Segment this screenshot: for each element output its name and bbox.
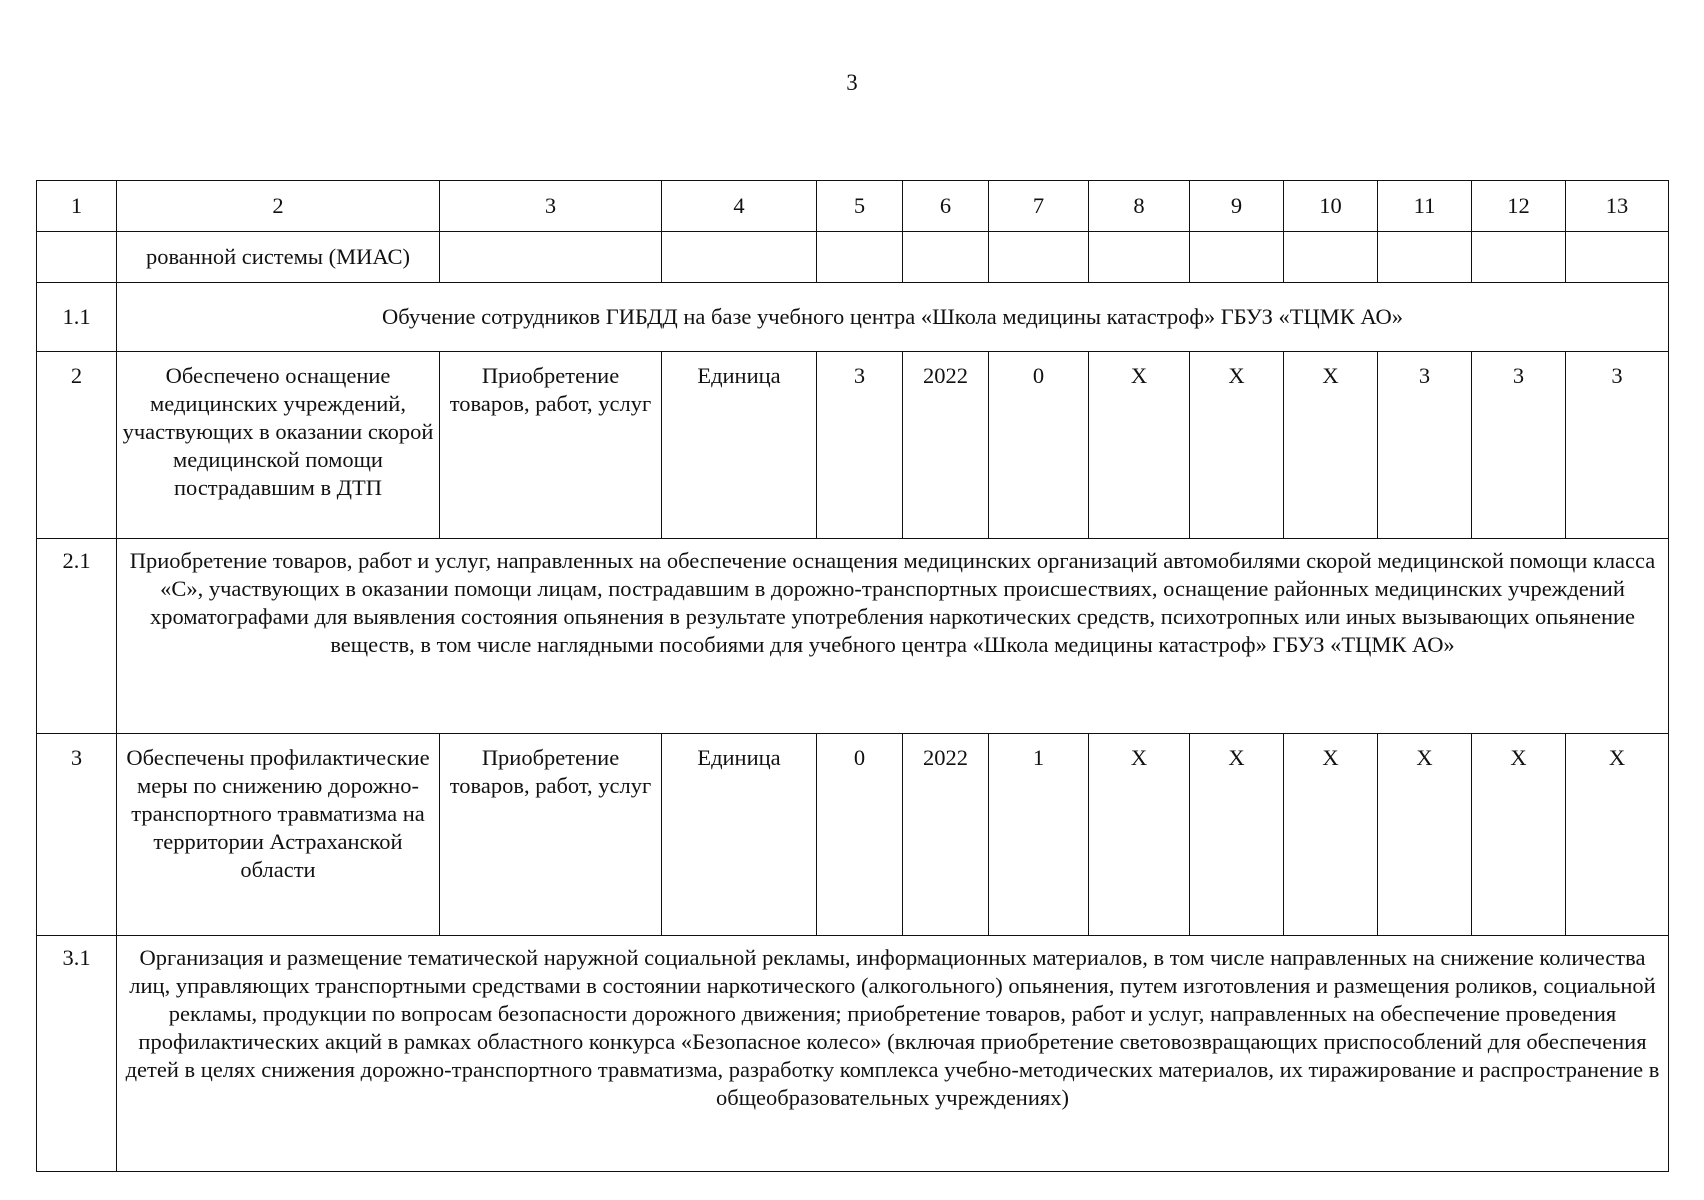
table-cell: 2022 (903, 352, 989, 539)
table-cell: рованной системы (МИАС) (117, 232, 440, 283)
table-cell (1378, 232, 1472, 283)
table-cell: Х (1190, 352, 1284, 539)
table-cell: Х (1089, 734, 1190, 936)
result-name-cell: Обеспечены профилактические меры по снижению дорожно-транспортного травматизма на территории Астраханской области (117, 734, 440, 936)
table-cell: Х (1284, 352, 1378, 539)
table-cell: Приобретение товаров, работ, услуг (440, 734, 662, 936)
row-number-cell: 1.1 (37, 283, 117, 352)
table-cell (989, 232, 1089, 283)
table-cell (817, 232, 903, 283)
table-cell (37, 232, 117, 283)
row-number-cell: 2.1 (37, 539, 117, 734)
activity-text-cell: Обучение сотрудников ГИБДД на базе учебного центра «Школа медицины катастроф» ГБУЗ «ТЦМК АО» (117, 283, 1669, 352)
table-header-row (37, 181, 1669, 232)
table-cell: Х (1190, 734, 1284, 936)
table-cell: Х (1284, 734, 1378, 936)
row-number-cell: 3 (37, 734, 117, 936)
header-cell: 3 (440, 181, 662, 232)
activity-text-cell: Организация и размещение тематической наружной социальной рекламы, информационных материалов, в том числе направленных на снижение количества лиц, управляющих транспортными средствами в состоянии наркотического (алкогольного) опьянения, путем изготовления и размещения роликов, социальной рекламы, продукции по вопросам безопасности дорожного движения; приобретение товаров, работ и услуг, направленных на обеспечение проведения профилактических акций в рамках областного конкурса «Безопасное колесо» (включая приобретение световозвращающих приспособлений для обеспечения детей в целях снижения дорожно-транспортного травматизма, разработку комплекса учебно-методических материалов, их тиражирование и распространение в общеобразовательных учреждениях) (117, 936, 1669, 1172)
table-cell (903, 232, 989, 283)
header-cell: 5 (817, 181, 903, 232)
row-number-cell: 3.1 (37, 936, 117, 1172)
indicators-table (36, 180, 1669, 1172)
row-number-cell: 2 (37, 352, 117, 539)
table-cell: 0 (989, 352, 1089, 539)
table-cell: 0 (817, 734, 903, 936)
table-cell: 3 (1378, 352, 1472, 539)
table-cell: 3 (1472, 352, 1566, 539)
table-cell (1472, 232, 1566, 283)
table-row (37, 232, 1669, 283)
table-cell (1284, 232, 1378, 283)
header-cell: 4 (662, 181, 817, 232)
header-cell: 6 (903, 181, 989, 232)
table-cell: 1 (989, 734, 1089, 936)
table-row (37, 734, 1669, 936)
activity-text-cell: Приобретение товаров, работ и услуг, направленных на обеспечение оснащения медицинских организаций автомобилями скорой медицинской помощи класса «С», участвующих в оказании помощи лицам, пострадавшим в дорожно-транспортных происшествиях, оснащение районных медицинских учреждений хроматографами для выявления состояния опьянения в результате употребления наркотических средств, психотропных или иных вызывающих опьянение веществ, в том числе наглядными пособиями для учебного центра «Школа медицины катастроф» ГБУЗ «ТЦМК АО» (117, 539, 1669, 734)
table-cell: 3 (817, 352, 903, 539)
table-cell: Приобретение товаров, работ, услуг (440, 352, 662, 539)
table-cell: 2022 (903, 734, 989, 936)
header-cell: 7 (989, 181, 1089, 232)
header-cell: 8 (1089, 181, 1190, 232)
table-cell: Единица (662, 352, 817, 539)
header-cell: 13 (1566, 181, 1669, 232)
table-cell: 3 (1566, 352, 1669, 539)
table-cell (440, 232, 662, 283)
table-cell: Х (1472, 734, 1566, 936)
table-cell: Единица (662, 734, 817, 936)
table-cell (1190, 232, 1284, 283)
table-row (37, 936, 1669, 1172)
header-cell: 11 (1378, 181, 1472, 232)
table-row (37, 539, 1669, 734)
header-cell: 12 (1472, 181, 1566, 232)
table-cell: Х (1378, 734, 1472, 936)
table-cell (662, 232, 817, 283)
table-cell: Х (1566, 734, 1669, 936)
page-number: 3 (846, 70, 858, 95)
header-cell: 1 (37, 181, 117, 232)
header-cell: 10 (1284, 181, 1378, 232)
table-cell (1566, 232, 1669, 283)
table-row (37, 283, 1669, 352)
table-row (37, 352, 1669, 539)
header-cell: 2 (117, 181, 440, 232)
table-cell: Х (1089, 352, 1190, 539)
header-cell: 9 (1190, 181, 1284, 232)
table-cell (1089, 232, 1190, 283)
result-name-cell: Обеспечено оснащение медицинских учреждений, участвующих в оказании скорой медицинской помощи пострадавшим в ДТП (117, 352, 440, 539)
